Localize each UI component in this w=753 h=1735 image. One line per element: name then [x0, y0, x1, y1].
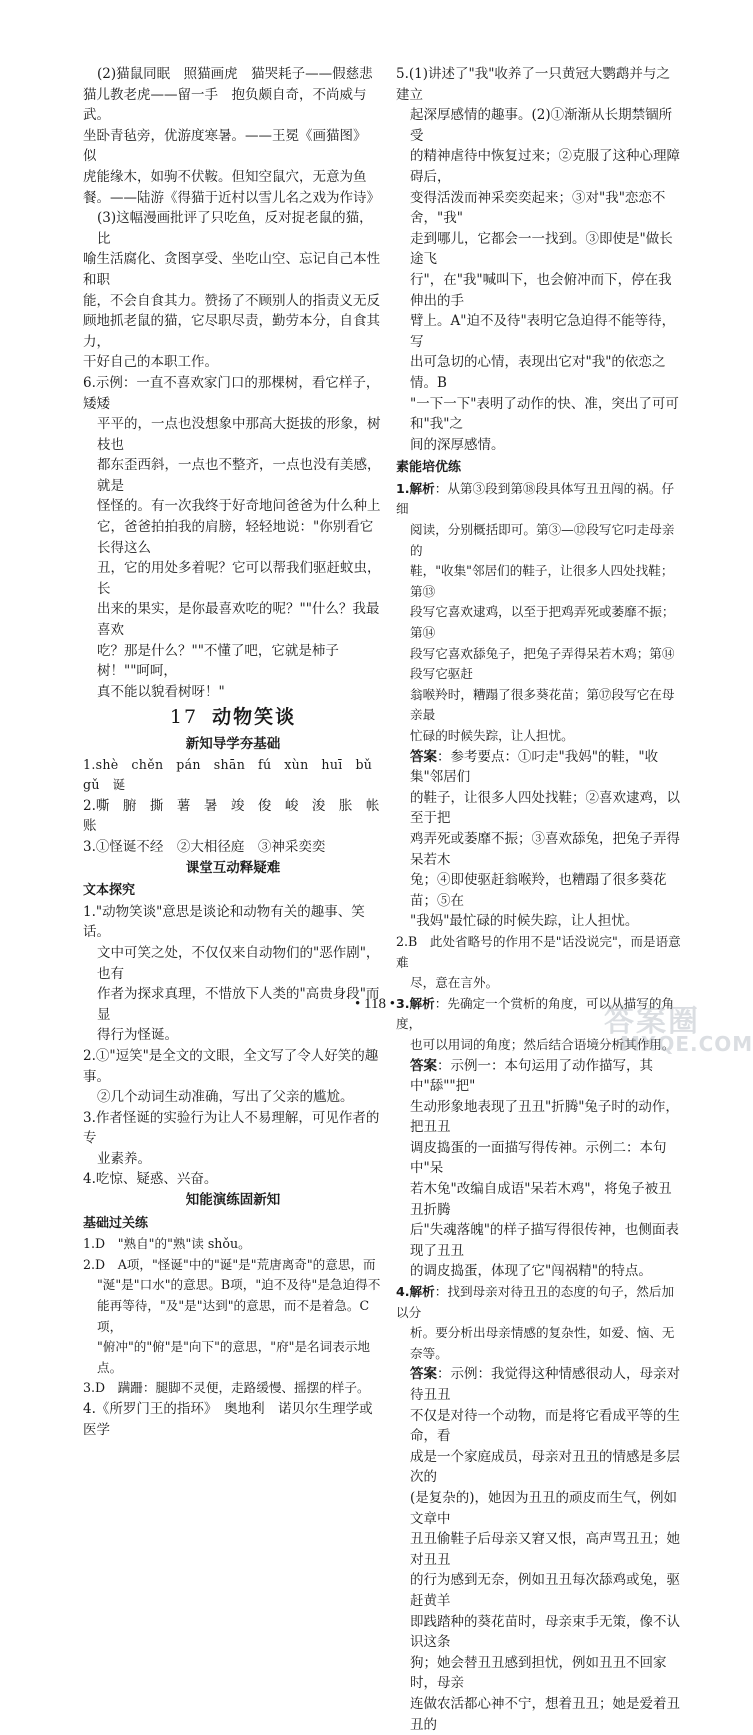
text-line: 鞋，"收集"邻居们的鞋子，让很多人四处找鞋；第⑬ — [410, 563, 674, 599]
text-line: 能，不会自食其力。赞扬了不顾别人的指责义无反 — [83, 292, 380, 309]
text-line: 1."动物笑谈"意思是谈论和动物有关的趣事、笑话。 — [83, 903, 365, 941]
answer-label: 答案 — [410, 748, 437, 765]
pinyin-answers: 1.shè chěn pán shān fú xùn huī bǔ gǔ 诞 — [83, 756, 386, 793]
page-number: • 118 • — [355, 996, 395, 1012]
text-line: 2.D A项，"怪诞"中的"诞"是"荒唐离奇"的意思，而 — [83, 1256, 376, 1272]
section-heading: 课堂互动释疑难 — [185, 859, 281, 876]
text-line: 出可急切的心情，表现出它对"我"的依恋之情。B — [410, 354, 666, 391]
character-answers: 2.嘶 腑 撕 薯 暑 竣 俊 峻 浚 胀 帐 账 — [83, 797, 393, 835]
text-line: 段写它喜欢舔兔子，把兔子弄得呆若木鸡；第⑭段写它驱赶 — [410, 645, 675, 682]
text-line: 也可以用词的角度；然后结合语境分析其作用。 — [410, 1036, 675, 1052]
text-line: 猫儿教老虎——留一手 抱负颇自奇，不尚威与武。 — [83, 86, 367, 124]
text-line: 连做农活都心神不宁，想着丑丑；她是爱着丑丑的 — [410, 1695, 680, 1733]
text-line: 1.D "熟自"的"熟"读 shǒu。 — [83, 1236, 251, 1252]
text-line: 5.(1)讲述了"我"收养了一只黄冠大鹦鹉并与之建立 — [396, 66, 670, 103]
lesson-title — [83, 707, 383, 728]
text-line: 的鞋子，让很多人四处找鞋；②喜欢逮鸡，以至于把 — [410, 789, 680, 827]
subsection-heading: 基础过关练 — [83, 1215, 149, 1231]
answer-label: 答案 — [410, 1366, 437, 1383]
text-line: 起深厚感情的趣事。(2)①渐渐从长期禁锢所受 — [410, 107, 673, 144]
text-line: 生动形象地表现了丑丑"折腾"兔子时的动作，把丑丑 — [410, 1098, 679, 1136]
answer-text: ：示例一：本句运用了动作描写，其中"舔""把" — [410, 1057, 653, 1095]
text-line: 阅读，分别概括即可。第③—⑫段写它叼走母亲的 — [410, 522, 675, 558]
text-line: 作者为探求真理，不惜放下人类的"高贵身段"而显 — [97, 986, 380, 1023]
watermark-logo — [600, 994, 753, 1060]
text-line: 得行为怪诞。 — [97, 1027, 178, 1044]
answer-text: ：示例：我觉得这种情感很动人，母亲对待丑丑 — [410, 1366, 680, 1403]
lesson-number: 17 — [169, 706, 199, 729]
text-line: 平平的，一点也没想象中那高大挺拔的形象，树枝也 — [97, 416, 381, 453]
text-line: 臂上。A"迫不及待"表明它急迫得不能等待，写 — [410, 313, 676, 350]
text-line: 鸡弄死或萎靡不振；③喜欢舔兔，把兔子弄得呆若木 — [410, 830, 680, 868]
text-line: 尽，意在言外。 — [410, 975, 499, 991]
text-line: 吃？那是什么？""不懂了吧，它就是柿子树！""呵呵， — [97, 642, 339, 680]
text-line: 丑丑偷鞋子后母亲又窘又恨，高声骂丑丑；她对丑丑 — [410, 1531, 680, 1568]
text-line: ②几个动词生动准确，写出了父亲的尴尬。 — [97, 1089, 354, 1106]
answer-text: ：参考要点：①叼走"我妈"的鞋，"收集"邻居们 — [410, 748, 659, 786]
text-line: 4.吃惊、疑惑、兴奋。 — [83, 1171, 218, 1188]
answer-label: 答案 — [410, 1057, 437, 1074]
text-line: 都东歪西斜，一点也不整齐，一点也没有美感，就是 — [97, 457, 381, 494]
text-line: "涎"是"口水"的意思。B项，"迫不及待"是急迫得不 — [97, 1277, 381, 1293]
text-line: 顾地抓老鼠的猫，它尽职尽责，勤劳本分，自食其力， — [83, 313, 380, 350]
text-line: 能再等待，"及"是"达到"的意思，而不是着急。C项， — [97, 1298, 370, 1334]
section-heading: 知能演练固新知 — [185, 1192, 281, 1209]
text-line: 的精神虐待中恢复过来；②克服了这种心理障碍后， — [410, 148, 680, 185]
watermark-text: 答案圈 — [604, 1004, 700, 1039]
text-line: 真不能以貌看树呀！" — [97, 683, 225, 700]
lesson-name: 动物笑谈 — [212, 706, 297, 729]
right-column — [396, 64, 682, 1735]
text-line: 3.D 蹒跚：腿脚不灵便，走路缓慢、摇摆的样子。 — [83, 1380, 370, 1396]
watermark-url: MXQE.COM — [620, 1032, 753, 1056]
text-line: 文中可笑之处，不仅仅来自动物们的"恶作剧"，也有 — [97, 944, 380, 982]
text-line: 成是一个家庭成员，母亲对丑丑的情感是多层次的 — [410, 1448, 680, 1486]
text-line: 怪怪的。有一次我终于好奇地问爸爸为什么种上 — [97, 498, 381, 515]
text-line: 析。要分析出母亲情感的复杂性，如爱、恼、无奈等。 — [410, 1325, 675, 1361]
text-line: 调皮捣蛋的一面描写得传神。示例二：本句中"呆 — [410, 1139, 667, 1177]
text-line: 业素养。 — [97, 1150, 151, 1167]
text-line — [396, 1364, 682, 1405]
text-line: 它，爸爸拍拍我的肩膀，轻轻地说："你别看它长得这么 — [97, 519, 374, 556]
text-line: 丑，它的用处多着呢？它可以帮我们驱赶蚊虫，长 — [97, 560, 381, 597]
text-line — [396, 1056, 682, 1097]
text-line: 走到哪儿，它都会一一找到。③即使是"做长途飞 — [410, 230, 673, 268]
text-line: 段写它喜欢逮鸡，以至于把鸡弄死或萎靡不振；第⑭ — [410, 604, 675, 641]
text-line: 2.①"逗笑"是全文的文眼，全文写了令人好笑的趣事。 — [83, 1047, 379, 1085]
text-line: 狗；她会替丑丑感到担忧，例如丑丑不回家时，母亲 — [410, 1654, 667, 1692]
text-line: 忙碌的时候失踪，让人担忧。 — [410, 728, 574, 743]
text-line: "一下一下"表明了动作的快、准，突出了可可和"我"之 — [410, 395, 679, 433]
text-line: 即践踏种的葵花苗时，母亲束手无策，像不认识这条 — [410, 1613, 680, 1651]
analysis-label: 3.解析 — [396, 995, 435, 1011]
text-line — [396, 747, 682, 788]
subsection-heading: 素能培优练 — [396, 460, 462, 476]
analysis-label: 1.解析 — [396, 480, 435, 496]
text-line: "俯冲"的"俯"是"向下"的意思，"府"是名词表示地点。 — [97, 1339, 371, 1375]
analysis-label: 4.解析 — [396, 1284, 435, 1300]
text-line: 喻生活腐化、贪图享受、坐吃山空、忘记自己本性和职 — [83, 251, 380, 288]
text-line: 不仅是对待一个动物，而是将它看成平等的生命，看 — [410, 1407, 680, 1445]
text-line: 兔；④即使驱赶翁喉羚，也糟蹋了很多葵花苗；⑤在 — [410, 872, 667, 909]
text-line: 的行为感到无奈，例如丑丑每次舔鸡或兔，驱赶黄羊 — [410, 1572, 680, 1609]
text-line: 4.《所罗门王的指环》 奥地利 诺贝尔生理学或医学 — [83, 1401, 373, 1438]
text-line: 变得活泼而神采奕奕起来；③对"我"恋恋不舍，"我" — [410, 189, 666, 227]
text-line: 6.示例：一直不喜欢家门口的那棵树，看它样子，矮矮 — [83, 374, 380, 412]
text-line: 若木兔"改编自成语"呆若木鸡"，将兔子被丑丑折腾 — [410, 1181, 672, 1218]
text-line: 的调皮捣蛋，体现了它"闯祸精"的特点。 — [410, 1263, 652, 1280]
left-column — [83, 64, 393, 1440]
analysis-text: ：先确定一个赏析的角度，可以从描写的角度， — [396, 995, 675, 1032]
text-line: 坐卧青毡旁，优游度寒暑。——王冕《画猫图》 似 — [83, 127, 374, 165]
text-line: 干好自己的本职工作。 — [83, 354, 218, 371]
text-line: (2)猫鼠同眠 照猫画虎 猫哭耗子——假慈悲 — [97, 66, 373, 82]
text-line: (3)这幅漫画批评了只吃鱼，反对捉老鼠的猫，比 — [97, 210, 373, 247]
idiom-answers: 3.①怪诞不经 ②大相径庭 ③神采奕奕 — [83, 838, 326, 855]
text-line: 餐。——陆游《得猫于近村以雪儿名之戏为作诗》 — [83, 189, 380, 206]
analysis-text: ：从第③段到第⑱段具体写丑丑闯的祸。仔细 — [396, 480, 675, 517]
text-line: (是复杂的)，她因为丑丑的顽皮而生气，例如文章中 — [410, 1489, 678, 1527]
text-line: 3.作者怪诞的实验行为让人不易理解，可见作者的专 — [83, 1109, 380, 1147]
text-line: 翁喉羚时，糟蹋了很多葵花苗；第⑰段写它在母亲最 — [410, 686, 675, 723]
text-line: 出来的果实，是你最喜欢吃的呢？""什么？我最喜欢 — [97, 601, 380, 639]
text-line — [396, 479, 682, 520]
text-line: "我妈"最忙碌的时候失踪，让人担忧。 — [410, 913, 639, 930]
analysis-text: ：找到母亲对待丑丑的态度的句子，然后加以分 — [396, 1284, 675, 1320]
text-line: 2.B 此处省略号的作用不是"话没说完"，而是语意难 — [396, 933, 681, 970]
subsection-heading: 文本探究 — [83, 883, 136, 899]
section-heading: 新知导学夯基础 — [185, 736, 281, 752]
text-line: 虎能缘木，如驹不伏鞍。但知空鼠穴，无意为鱼 — [83, 168, 367, 185]
text-line: 行"，在"我"喊叫下，也会俯冲而下，停在我伸出的手 — [410, 271, 672, 309]
text-line — [396, 1282, 682, 1323]
text-line: 后"失魂落魄"的样子描写得很传神，也侧面表现了丑丑 — [410, 1222, 679, 1259]
text-line: 间的深厚感情。 — [410, 436, 505, 453]
